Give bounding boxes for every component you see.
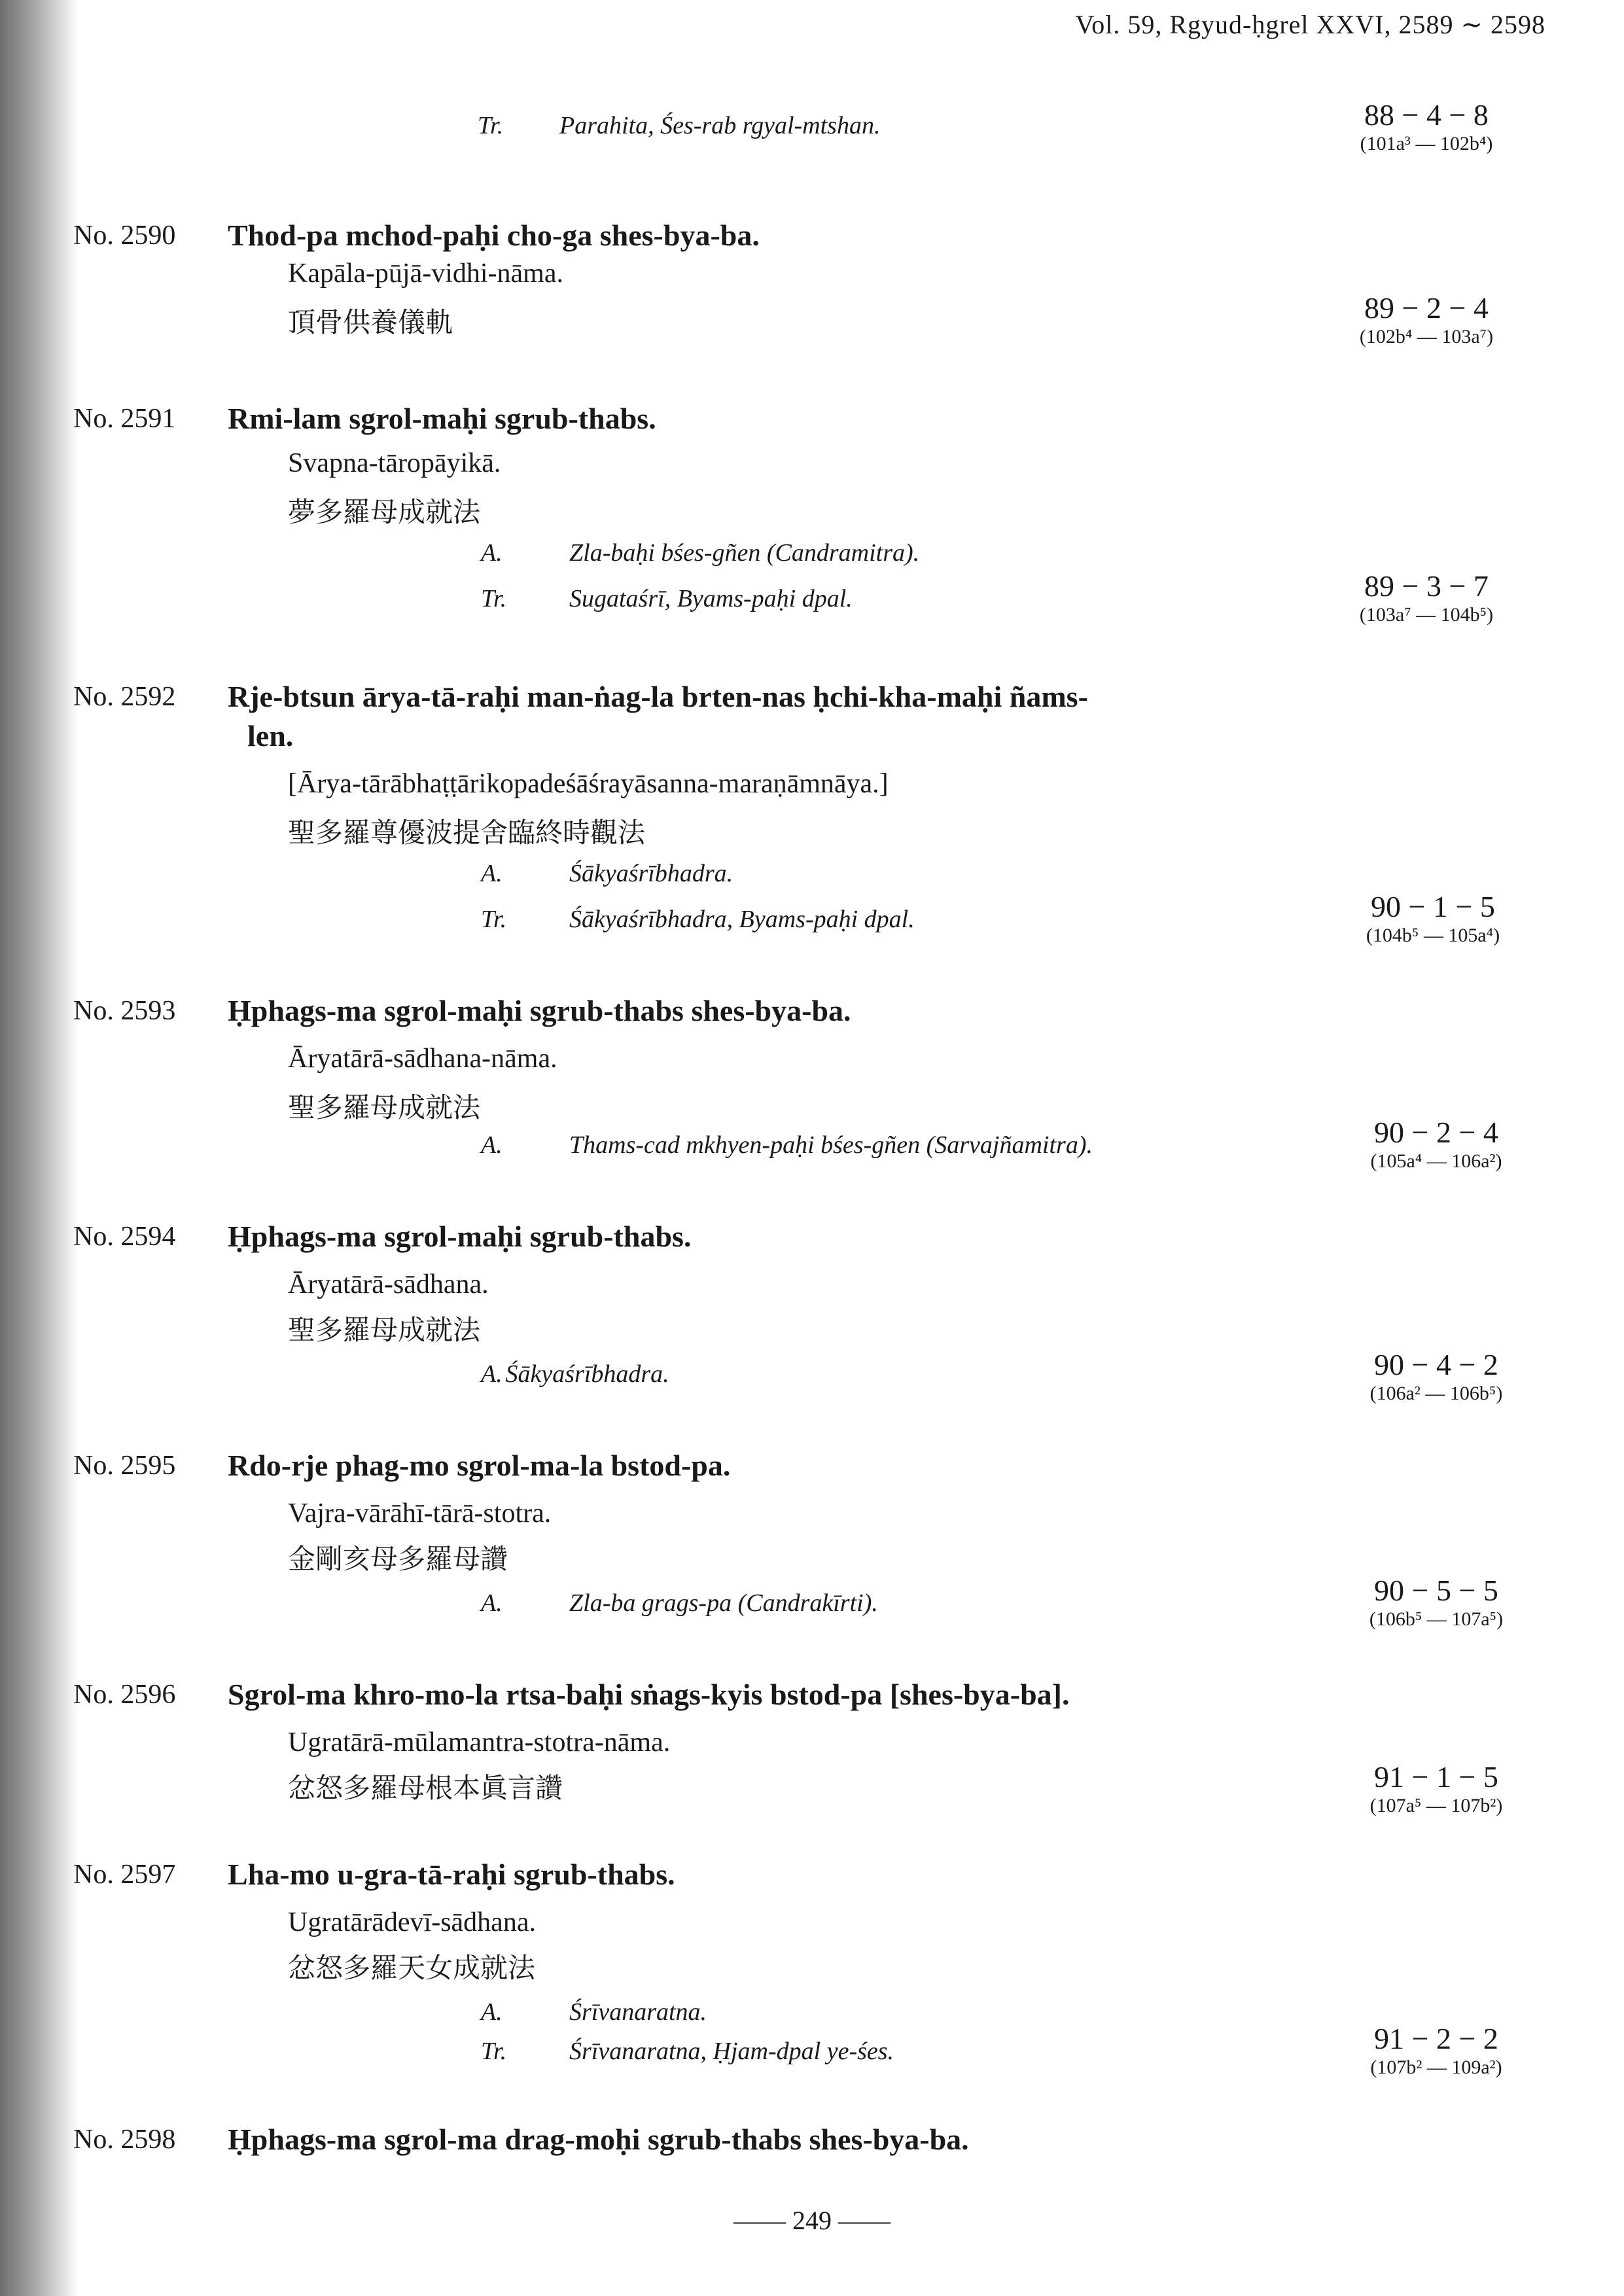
entry-title-text: Sgrol-ma khro-mo-la rtsa-baḥi sṅags-kyis bstod-pa [shes-bya-ba].: [228, 1678, 1070, 1711]
entry-reference: [1338, 1574, 1534, 1631]
reference-volume: 88 − 4 − 8: [1364, 98, 1489, 132]
entry-title-text: Ḥphags-ma sgrol-maḥi sgrub-thabs shes-bya-ba.: [228, 994, 851, 1027]
author-text: Śākyaśrībhadra.: [569, 860, 733, 887]
translator-label: Tr.: [481, 2038, 507, 2065]
chinese-title: 夢多羅母成就法: [288, 496, 481, 528]
sanskrit-title: Āryatārā-sādhana.: [288, 1269, 489, 1299]
entry-number: No. 2596: [73, 1680, 176, 1710]
author-label: A.: [481, 1360, 503, 1388]
author-text: Thams-cad mkhyen-paḥi bśes-gñen (Sarvajñamitra).: [569, 1131, 1093, 1159]
reference-pages: (103a⁷ — 104b⁵): [1359, 604, 1494, 626]
author-line: [481, 857, 733, 890]
entry-reference: [1328, 291, 1525, 349]
author-label: A.: [481, 1589, 503, 1617]
reference-volume: 90 − 4 − 2: [1374, 1348, 1498, 1381]
author-line: [481, 1358, 669, 1390]
entry-title: [228, 1446, 1333, 1485]
entry-title: [228, 1675, 1333, 1714]
entry-reference: [1338, 1348, 1534, 1405]
reference-volume: 90 − 2 − 4: [1374, 1116, 1498, 1149]
sanskrit-title: Ugratārādevī-sādhana.: [288, 1907, 536, 1937]
entry-number: No. 2590: [73, 221, 176, 251]
entry-number: No. 2592: [73, 682, 176, 712]
reference-volume: 91 − 2 − 2: [1374, 2022, 1498, 2055]
translator-label: Tr.: [481, 585, 507, 612]
sanskrit-title: Vajra-vārāhī-tārā-stotra.: [288, 1498, 552, 1528]
entry-title-text: Thod-pa mchod-paḥi cho-ga shes-bya-ba.: [228, 219, 760, 252]
sanskrit-title: Svapna-tāropāyikā.: [288, 448, 501, 478]
entry-number: No. 2595: [73, 1451, 176, 1481]
reference-pages: (102b⁴ — 103a⁷): [1359, 326, 1494, 347]
author-line: [481, 537, 919, 569]
entry-number: No. 2593: [73, 996, 176, 1026]
reference-pages: (106a² — 106b⁵): [1369, 1383, 1503, 1404]
author-label: A.: [481, 1998, 503, 2026]
reference-pages: (107b² — 109a²): [1370, 2057, 1502, 2078]
translator-line: [481, 2035, 894, 2068]
entry-number: No. 2598: [73, 2125, 176, 2155]
chinese-title: 金剛亥母多羅母讚: [288, 1543, 508, 1575]
author-label: A.: [481, 1131, 503, 1159]
entry-title-text: Ḥphags-ma sgrol-maḥi sgrub-thabs.: [228, 1220, 692, 1253]
chinese-title: 忿怒多羅母根本眞言讚: [288, 1772, 563, 1804]
entry-title: [228, 677, 1333, 756]
entry-title-continuation: len.: [247, 719, 294, 752]
translator-line: [481, 903, 915, 936]
sanskrit-title: Āryatārā-sādhana-nāma.: [288, 1044, 557, 1074]
reference-volume: 90 − 1 − 5: [1371, 890, 1495, 923]
reference-pages: (104b⁵ — 105a⁴): [1366, 925, 1500, 946]
entry-reference: [1338, 1116, 1534, 1173]
sanskrit-title: Kapāla-pūjā-vidhi-nāma.: [288, 258, 563, 289]
author-text: Śākyaśrībhadra.: [505, 1360, 669, 1388]
reference-pages: (107a⁵ — 107b²): [1369, 1795, 1503, 1816]
top-reference: [1328, 98, 1525, 156]
page-number: —— 249 ——: [733, 2206, 891, 2235]
chinese-title: 頂骨供養儀軌: [288, 306, 453, 338]
entry-title: [228, 216, 1333, 255]
translator-text: Parahita, Śes-rab rgyal-mtshan.: [559, 112, 881, 139]
entry-number: No. 2594: [73, 1222, 176, 1252]
entry-reference: [1328, 569, 1525, 627]
top-translator-line: [478, 111, 880, 140]
entry-title-text: Lha-mo u-gra-tā-raḥi sgrub-thabs.: [228, 1858, 675, 1891]
author-label: A.: [481, 539, 503, 567]
author-line: [481, 1996, 707, 2028]
reference-pages: (105a⁴ — 106a²): [1370, 1150, 1502, 1172]
entry-reference: [1338, 2022, 1534, 2079]
entry-title-text: Ḥphags-ma sgrol-ma drag-moḥi sgrub-thabs shes-bya-ba.: [228, 2123, 969, 2156]
chinese-title: 聖多羅母成就法: [288, 1091, 481, 1123]
entry-title: [228, 1855, 1333, 1894]
entry-title-text: Rmi-lam sgrol-maḥi sgrub-thabs.: [228, 402, 656, 435]
book-spine-shadow: [0, 0, 79, 2296]
author-line: [481, 1587, 878, 1619]
reference-volume: 89 − 2 − 4: [1364, 291, 1489, 325]
entry-title: [228, 399, 1333, 438]
reference-volume: 90 − 5 − 5: [1374, 1574, 1498, 1607]
chinese-title: 聖多羅尊優波提舍臨終時觀法: [288, 817, 646, 849]
author-text: Śrīvanaratna.: [569, 1998, 707, 2026]
translator-text: Śrīvanaratna, Ḥjam-dpal ye-śes.: [569, 2038, 894, 2065]
translator-label: Tr.: [481, 906, 507, 933]
entry-reference: [1335, 890, 1531, 947]
entry-title: [228, 2120, 1333, 2159]
entry-number: No. 2591: [73, 404, 176, 434]
author-text: Zla-baḥi bśes-gñen (Candramitra).: [569, 539, 920, 567]
translator-label: Tr.: [478, 112, 504, 139]
translator-text: Sugataśrī, Byams-paḥi dpal.: [569, 585, 853, 612]
entry-reference: [1338, 1760, 1534, 1818]
entry-title: [228, 1217, 1333, 1256]
translator-line: [481, 582, 853, 615]
author-line: [481, 1129, 1093, 1161]
author-text: Zla-ba grags-pa (Candrakīrti).: [569, 1589, 878, 1617]
sanskrit-title: [Ārya-tārābhaṭṭārikopadeśāśrayāsanna-maraṇāmnāya.]: [288, 769, 889, 799]
reference-pages: (101a³ — 102b⁴): [1360, 133, 1493, 154]
entry-title: [228, 991, 1333, 1031]
entry-number: No. 2597: [73, 1860, 176, 1890]
translator-text: Śākyaśrībhadra, Byams-paḥi dpal.: [569, 906, 915, 933]
chinese-title: 聖多羅母成就法: [288, 1314, 481, 1346]
entry-title-text: Rje-btsun ārya-tā-raḥi man-ṅag-la brten-nas ḥchi-kha-maḥi ñams-: [228, 680, 1088, 713]
chinese-title: 忿怒多羅天女成就法: [288, 1952, 536, 1984]
sanskrit-title: Ugratārā-mūlamantra-stotra-nāma.: [288, 1727, 671, 1757]
running-head: Vol. 59, Rgyud-ḥgrel XXVI, 2589 ∼ 2598: [1075, 10, 1545, 39]
reference-volume: 91 − 1 − 5: [1374, 1760, 1498, 1793]
author-label: A.: [481, 860, 503, 887]
reference-pages: (106b⁵ — 107a⁵): [1369, 1608, 1504, 1630]
reference-volume: 89 − 3 − 7: [1364, 569, 1489, 603]
entry-title-text: Rdo-rje phag-mo sgrol-ma-la bstod-pa.: [228, 1449, 731, 1482]
